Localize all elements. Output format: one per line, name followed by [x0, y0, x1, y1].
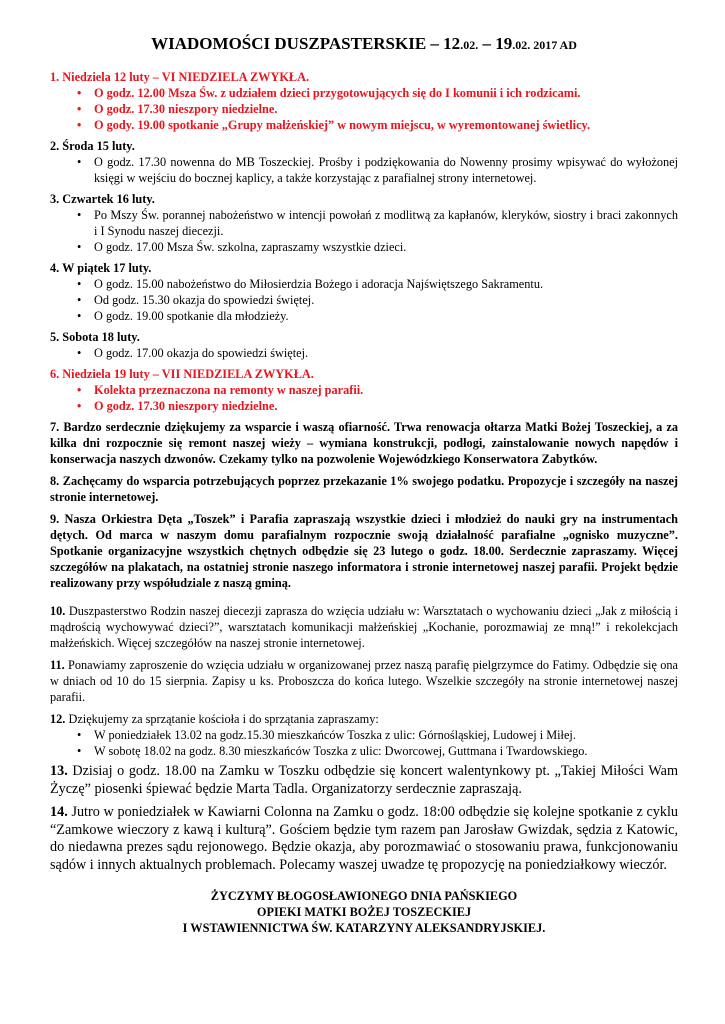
announcement-7: 7. Bardzo serdecznie dziękujemy za wsparcie i waszą ofiarność. Trwa renowacja ołtarza Matki Bożej Toszeckiej, a za kilka dni rozpocznie się remont naszej wieży – wymiana konstrukcji, podłogi, zainstalowanie nowych napędów i konserwacja naszych dzwonów. Czekamy tylko na pozwolenie Wojewódzkiego Konserwatora Zabytków. [50, 420, 678, 466]
list-item-text: Po Mszy Św. porannej nabożeństwo w intencji powołań z modlitwą za kapłanów, kleryków, siostry i braci zakonnych i I Synodu naszej diecezji. [94, 208, 678, 238]
bullet-icon: • [77, 744, 82, 758]
bullet-icon: • [77, 102, 82, 116]
bullet-icon: • [77, 309, 82, 323]
list-item-text: Od godz. 15.30 okazja do spowiedzi świętej. [94, 293, 315, 307]
list-item-text: O godz. 17.00 okazja do spowiedzi świętej. [94, 346, 309, 360]
announcement-12-number: 12. [50, 712, 66, 726]
closing-line-1: ŻYCZYMY BŁOGOSŁAWIONEGO DNIA PAŃSKIEGO [210, 889, 518, 903]
announcement-8: 8. Zachęcamy do wsparcia potrzebujących poprzez przekazanie 1% swojego podatku. Propozycje i szczegóły na naszej stronie internetowej. [50, 474, 678, 504]
list-item [50, 239, 678, 255]
announcement-12 [50, 711, 678, 759]
announcement-13-number: 13. [50, 763, 68, 779]
list-item [50, 382, 678, 398]
bullet-icon: • [77, 728, 82, 742]
list-item [50, 308, 678, 324]
list-item [50, 101, 678, 117]
title-date-end: .02. 2017 AD [512, 38, 577, 52]
announcement-14-number: 14. [50, 804, 68, 820]
bullet-icon: • [77, 118, 82, 132]
bullet-icon: • [77, 383, 82, 397]
section-4-number: 4 [50, 261, 57, 275]
announcement-11-number: 11. [50, 658, 65, 672]
list-item [50, 154, 678, 186]
closing-blessing [50, 888, 678, 936]
list-item [50, 398, 678, 414]
closing-line-3: I WSTAWIENNICTWA ŚW. KATARZYNY ALEKSANDRYJSKIEJ. [182, 921, 546, 935]
section-4-heading-text: . W piątek 17 luty. [56, 261, 152, 275]
title-mid: – 19 [478, 34, 513, 53]
section-6-heading: 6. Niedziela 19 luty – VII NIEDZIELA ZWYKŁA. [50, 367, 314, 381]
title-main: WIADOMOŚCI DUSZPASTERSKIE – 12 [151, 34, 461, 53]
bullet-icon: • [77, 155, 82, 169]
list-item-text: O gody. 19.00 spotkanie „Grupy małżeńskiej” w nowym miejscu, w wyremontowanej świetlicy. [94, 118, 591, 132]
list-item-text: O godz. 17.00 Msza Św. szkolna, zapraszamy wszystkie dzieci. [94, 240, 407, 254]
announcement-14-text: Jutro w poniedziałek w Kawiarni Colonna na Zamku o godz. 18:00 odbędzie się kolejne spotkanie z cyklu “Zamkowe wieczory z kawą i kulturą”. Gościem będzie tym razem pan Jarosław Gwizdak, sędzia z Katowic, do niedawna prezes sądu rejonowego. Będzie okazja, aby porozmawiać o stosowaniu prawa, funkcjonowaniu sądów i innych aktualnych problemach. Polecamy waszej uwadze tę propozycję na poniedziałkowy wieczór. [50, 804, 678, 873]
list-item-text: O godz. 12.00 Msza Św. z udziałem dzieci przygotowujących się do I komunii i ich rodzicami. [94, 86, 581, 100]
list-item [50, 345, 678, 361]
closing-line-2: OPIEKI MATKI BOŻEJ TOSZECKIEJ [256, 905, 472, 919]
announcement-13 [50, 763, 678, 798]
section-6 [50, 366, 678, 414]
announcement-10-text: Duszpasterstwo Rodzin naszej diecezji zaprasza do wzięcia udziału w: Warsztatach o wychowaniu dzieci „Jak z miłością i mądrością wychowywać dzieci?”, warsztatach komunikacji małżeńskiej „Kochanie, porozmawiaj ze mną!” i rekolekcjach małżeńskich. Więcej szczegółów na naszej stronie internetowej. [50, 604, 678, 650]
page-title [50, 34, 678, 54]
list-item-text: O godz. 17.30 nieszpory niedzielne. [94, 102, 278, 116]
announcement-11-text: Ponawiamy zaproszenie do wzięcia udziału w organizowanej przez naszą parafię pielgrzymce do Fatimy. Odbędzie się ona w dniach od 10 do 15 sierpnia. Zapisy u ks. Proboszcza do końca lutego. Wszelkie szczegóły na stronie internetowej naszej parafii. [50, 658, 678, 704]
announcement-9: 9. Nasza Orkiestra Dęta „Toszek” i Parafia zapraszają wszystkie dzieci i młodzież do nauki gry na instrumentach dętych. Od marca w naszym domu parafialnym rozpocznie swoją działalność parafialne „ognisko muzyczne”. Spotkanie organizacyjne wszystkich chętnych odbędzie się 23 lutego o godz. 18.00. Serdecznie zapraszamy. Więcej szczegółów na plakatach, na ostatniej stronie naszego informatora i stronie internetowej naszej parafii. Projekt będzie realizowany przy współudziale z naszą gminą. [50, 512, 678, 590]
section-2 [50, 138, 678, 186]
announcement-14 [50, 804, 678, 874]
bullet-icon: • [77, 208, 82, 222]
announcement-13-text: Dzisiaj o godz. 18.00 na Zamku w Toszku odbędzie się koncert walentynkowy pt. „Takiej Miłości Wam Życzę” piosenki śpiewać będzie Marta Tadla. Organizatorzy serdecznie zapraszają. [50, 763, 678, 797]
bullet-icon: • [77, 240, 82, 254]
list-item [50, 207, 678, 239]
list-item-text: O godz. 17.30 nowenna do MB Toszeckiej. Prośby i podziękowania do Nowenny prosimy wpisywać do wyłożonej księgi w wejściu do bocznej kaplicy, a także korzystając z parafialnej strony internetowej. [94, 155, 678, 185]
section-5 [50, 329, 678, 361]
list-item-text: O godz. 17.30 nieszpory niedzielne. [94, 399, 278, 413]
list-item [50, 85, 678, 101]
bullet-icon: • [77, 346, 82, 360]
announcement-10 [50, 603, 678, 651]
announcement-10-number: 10. [50, 604, 66, 618]
announcement-11 [50, 657, 678, 705]
list-item [50, 276, 678, 292]
document-page [50, 34, 678, 936]
list-item [50, 292, 678, 308]
title-date-start: .02. [460, 38, 479, 52]
bullet-icon: • [77, 277, 82, 291]
list-item [50, 727, 678, 743]
section-4-heading [50, 260, 678, 276]
list-item-text: Kolekta przeznaczona na remonty w naszej parafii. [94, 383, 364, 397]
announcement-12-text: Dziękujemy za sprzątanie kościoła i do sprzątania zapraszamy: [65, 712, 379, 726]
list-item-text: O godz. 19.00 spotkanie dla młodzieży. [94, 309, 289, 323]
list-item-text: W sobotę 18.02 na godz. 8.30 mieszkańców Toszka z ulic: Dworcowej, Guttmana i Twardowskiego. [94, 744, 588, 758]
section-1-heading: 1. Niedziela 12 luty – VI NIEDZIELA ZWYKŁA. [50, 70, 310, 84]
bullet-icon: • [77, 86, 82, 100]
section-4 [50, 260, 678, 324]
section-1 [50, 69, 678, 133]
list-item-text: O godz. 15.00 nabożeństwo do Miłosierdzia Bożego i adoracja Najświętszego Sakramentu. [94, 277, 544, 291]
section-3-heading [50, 191, 678, 207]
section-3-heading-text: . Czwartek 16 luty. [56, 192, 155, 206]
section-3-number: 3 [50, 192, 57, 206]
section-5-heading: 5. Sobota 18 luty. [50, 330, 140, 344]
list-item [50, 743, 678, 759]
bullet-icon: • [77, 399, 82, 413]
section-2-heading: 2. Środa 15 luty. [50, 139, 135, 153]
list-item-text: W poniedziałek 13.02 na godz.15.30 mieszkańców Toszka z ulic: Górnośląskiej, Ludowej i Miłej. [94, 728, 576, 742]
bullet-icon: • [77, 293, 82, 307]
list-item [50, 117, 678, 133]
section-3 [50, 191, 678, 255]
